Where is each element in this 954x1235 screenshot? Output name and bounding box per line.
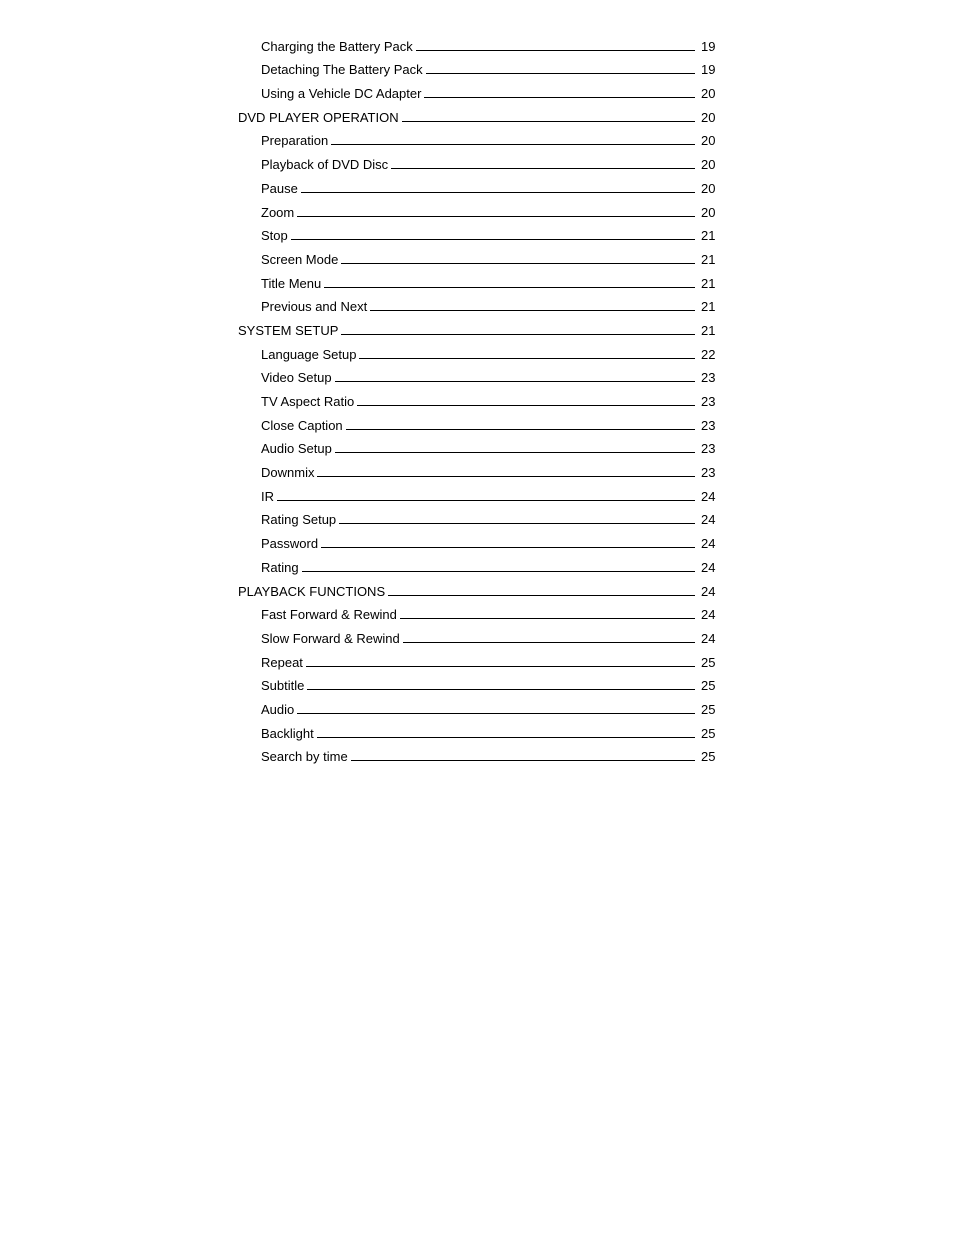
- toc-entry-title: DVD PLAYER OPERATION: [238, 109, 399, 125]
- toc-page-number: 25: [701, 701, 716, 717]
- toc-subsection-entry: [238, 196, 715, 220]
- toc-subsection-entry: [238, 338, 715, 362]
- toc-leader-line: [291, 238, 695, 240]
- toc-subsection-entry: [238, 267, 715, 291]
- toc-subsection-entry: [238, 670, 715, 694]
- toc-subsection-entry: [238, 385, 715, 409]
- toc-page-number: 24: [701, 512, 716, 528]
- toc-page-number: 21: [701, 275, 716, 291]
- toc-leader-line: [403, 641, 695, 643]
- toc-entry-title: Video Setup: [261, 370, 332, 386]
- toc-entry-title: Audio: [261, 701, 295, 717]
- toc-page-number: 23: [701, 465, 716, 481]
- toc-leader-line: [301, 191, 695, 193]
- toc-page-number: 23: [701, 417, 716, 433]
- toc-leader-line: [302, 570, 695, 572]
- toc-entry-title: Downmix: [261, 465, 315, 481]
- toc-leader-line: [331, 143, 695, 145]
- toc-entry-title: Detaching The Battery Pack: [261, 62, 423, 78]
- toc-page-number: 23: [701, 370, 716, 386]
- toc-entry-title: SYSTEM SETUP: [238, 322, 339, 338]
- toc-leader-line: [424, 96, 695, 98]
- toc-entry-title: Title Menu: [261, 275, 322, 291]
- toc-leader-line: [321, 546, 695, 548]
- toc-leader-line: [341, 262, 695, 264]
- toc-page-number: 20: [701, 180, 716, 196]
- toc-entry-title: Language Setup: [261, 346, 357, 362]
- toc-subsection-entry: [238, 646, 715, 670]
- toc-leader-line: [297, 712, 695, 714]
- toc-entry-title: Backlight: [261, 725, 314, 741]
- toc-leader-line: [307, 688, 695, 690]
- toc-leader-line: [335, 380, 695, 382]
- toc-page-number: 21: [701, 322, 716, 338]
- toc-subsection-entry: [238, 54, 715, 78]
- toc-leader-line: [297, 215, 695, 217]
- toc-leader-line: [416, 49, 695, 51]
- toc-leader-line: [400, 617, 695, 619]
- toc-leader-line: [357, 404, 695, 406]
- toc-entry-title: Charging the Battery Pack: [261, 38, 413, 54]
- toc-page-number: 24: [701, 630, 716, 646]
- toc-subsection-entry: [238, 243, 715, 267]
- toc-page-number: 21: [701, 228, 716, 244]
- toc-section-entry: [238, 101, 715, 125]
- toc-subsection-entry: [238, 30, 715, 54]
- toc-entry-title: Slow Forward & Rewind: [261, 630, 400, 646]
- toc-leader-line: [359, 357, 695, 359]
- toc-entry-title: Preparation: [261, 133, 329, 149]
- toc-subsection-entry: [238, 693, 715, 717]
- toc-page-number: 25: [701, 725, 716, 741]
- toc-entry-title: Pause: [261, 180, 298, 196]
- toc-leader-line: [391, 167, 695, 169]
- toc-subsection-entry: [238, 504, 715, 528]
- toc-leader-line: [402, 120, 695, 122]
- toc-subsection-entry: [238, 527, 715, 551]
- toc-entry-title: Password: [261, 536, 319, 552]
- toc-leader-line: [306, 665, 695, 667]
- toc-subsection-entry: [238, 125, 715, 149]
- toc-leader-line: [324, 286, 695, 288]
- toc-leader-line: [370, 309, 695, 311]
- toc-entry-title: Repeat: [261, 654, 303, 670]
- toc-page-number: 23: [701, 394, 716, 409]
- toc-subsection-entry: [238, 172, 715, 196]
- toc-leader-line: [317, 736, 695, 738]
- toc-page-number: 24: [701, 536, 716, 552]
- toc-page-number: 21: [701, 299, 716, 315]
- toc-page-number: 25: [701, 749, 716, 765]
- toc-page-number: 24: [701, 488, 716, 504]
- toc-subsection-entry: [238, 77, 715, 101]
- toc-entry-title: PLAYBACK FUNCTIONS: [238, 583, 386, 599]
- toc-leader-line: [351, 759, 695, 761]
- toc-subsection-entry: [238, 717, 715, 741]
- toc-section-entry: [238, 314, 715, 338]
- toc-entry-title: Rating: [261, 559, 299, 575]
- toc-page-number: 20: [701, 86, 716, 102]
- toc-entry-title: Audio Setup: [261, 441, 332, 457]
- toc-entry-title: Playback of DVD Disc: [261, 157, 389, 173]
- toc-entry-title: Screen Mode: [261, 251, 339, 267]
- toc-subsection-entry: [238, 741, 715, 765]
- toc-page-number: 25: [701, 678, 716, 694]
- toc-entry-title: Fast Forward & Rewind: [261, 607, 397, 623]
- toc-subsection-entry: [238, 622, 715, 646]
- toc-entry-title: Using a Vehicle DC Adapter: [261, 86, 422, 102]
- toc-leader-line: [277, 499, 695, 501]
- toc-subsection-entry: [238, 148, 715, 172]
- toc-page-number: 24: [701, 607, 716, 623]
- toc-entry-title: Stop: [261, 228, 288, 244]
- toc-entry-title: Previous and Next: [261, 299, 368, 315]
- toc-page-number: 21: [701, 251, 716, 267]
- toc-leader-line: [388, 594, 695, 596]
- toc-leader-line: [346, 428, 695, 430]
- toc-page-number: 20: [701, 109, 716, 125]
- toc-entry-title: TV Aspect Ratio: [261, 394, 355, 409]
- toc-section-entry: [238, 575, 715, 599]
- toc-subsection-entry: [238, 433, 715, 457]
- toc-page-number: 20: [701, 157, 716, 173]
- toc-page-number: 19: [701, 62, 716, 78]
- toc-page-number: 20: [701, 133, 716, 149]
- toc-subsection-entry: [238, 480, 715, 504]
- toc-page-number: 20: [701, 204, 716, 220]
- toc-subsection-entry: [238, 220, 715, 244]
- toc-leader-line: [317, 475, 695, 477]
- toc-subsection-entry: [238, 551, 715, 575]
- toc-page-number: 24: [701, 583, 716, 599]
- toc-subsection-entry: [238, 409, 715, 433]
- toc-subsection-entry: [238, 456, 715, 480]
- toc-entry-title: Search by time: [261, 749, 348, 765]
- table-of-contents: [238, 30, 715, 764]
- toc-leader-line: [426, 72, 695, 74]
- toc-entry-title: Rating Setup: [261, 512, 337, 528]
- toc-page-number: 22: [701, 346, 716, 362]
- toc-page-number: 19: [701, 38, 716, 54]
- toc-page-number: 24: [701, 559, 716, 575]
- toc-subsection-entry: [238, 362, 715, 386]
- toc-subsection-entry: [238, 291, 715, 315]
- toc-leader-line: [341, 333, 695, 335]
- toc-subsection-entry: [238, 599, 715, 623]
- toc-leader-line: [335, 451, 695, 453]
- toc-entry-title: Close Caption: [261, 417, 343, 433]
- toc-page-number: 23: [701, 441, 716, 457]
- toc-page-number: 25: [701, 654, 716, 670]
- toc-leader-line: [339, 522, 695, 524]
- toc-entry-title: IR: [261, 488, 274, 504]
- toc-entry-title: Subtitle: [261, 678, 305, 694]
- toc-entry-title: Zoom: [261, 204, 295, 220]
